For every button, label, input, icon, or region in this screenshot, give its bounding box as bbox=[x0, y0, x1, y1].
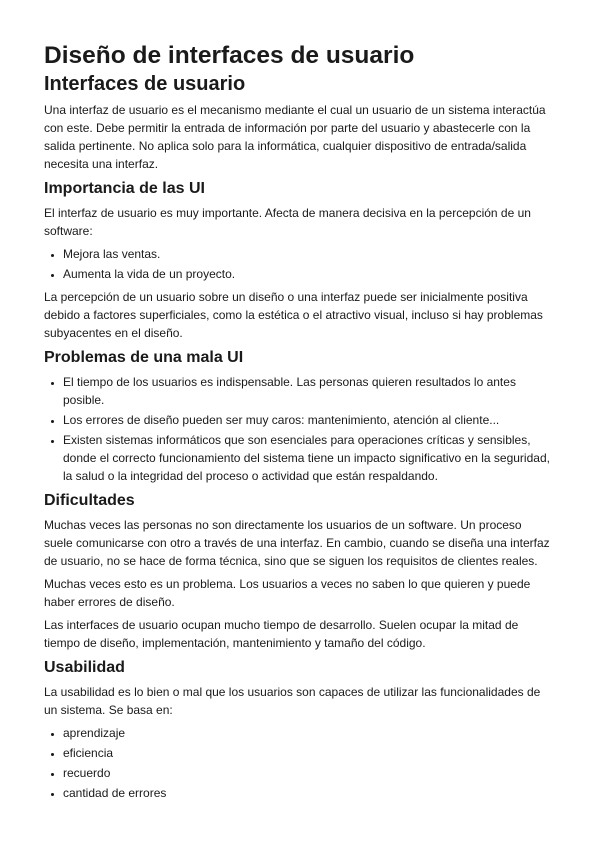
usabilidad-paragraph-1: La usabilidad es lo bien o mal que los usuarios son capaces de utilizar las funcionalidades de un sistema. Se basa en: bbox=[44, 685, 541, 717]
section-heading-interfaces: Interfaces de usuario bbox=[44, 73, 246, 95]
document-title: Diseño de interfaces de usuario bbox=[44, 42, 415, 69]
section-importancia bbox=[44, 178, 550, 342]
section-problemas bbox=[44, 347, 550, 485]
section-heading-problemas: Problemas de una mala UI bbox=[44, 349, 244, 366]
section-heading-usabilidad: Usabilidad bbox=[44, 659, 125, 676]
list-item: • recuerdo bbox=[63, 764, 550, 782]
list-item: • Aumenta la vida de un proyecto. bbox=[63, 265, 550, 283]
section-usabilidad bbox=[44, 657, 550, 802]
importancia-paragraph-2: La percepción de un usuario sobre un diseño o una interfaz puede ser inicialmente positiva debido a factores superficiales, como la estética o el atractivo visual, incluso si hay problemas subyacentes en el diseño. bbox=[44, 290, 543, 340]
importancia-list bbox=[44, 245, 550, 283]
dificultades-paragraph-3: Las interfaces de usuario ocupan mucho tiempo de desarrollo. Suelen ocupar la mitad de tiempo de diseño, implementación, mantenimiento y tamaño del código. bbox=[44, 618, 519, 650]
section-dificultades bbox=[44, 490, 550, 652]
section-heading-importancia: Importancia de las UI bbox=[44, 180, 205, 197]
problemas-list bbox=[44, 373, 550, 485]
list-item: • cantidad de errores bbox=[63, 784, 550, 802]
list-item: • Mejora las ventas. bbox=[63, 245, 550, 263]
dificultades-paragraph-1: Muchas veces las personas no son directamente los usuarios de un software. Un proceso suele comunicarse con otro a través de una interfaz. En cambio, cuando se diseña una interfaz de usuario, no se hace de forma técnica, sino que se siguen los requisitos de clientes reales. bbox=[44, 518, 550, 568]
usabilidad-list bbox=[44, 724, 550, 802]
list-item: • El tiempo de los usuarios es indispensable. Las personas quieren resultados lo antes posible. bbox=[63, 373, 550, 409]
list-item: • eficiencia bbox=[63, 744, 550, 762]
intro-paragraph: Una interfaz de usuario es el mecanismo mediante el cual un usuario de un sistema interactúa con este. Debe permitir la entrada de información por parte del usuario y abastecerle con la salida pertinente. No aplica solo para la informática, cualquier dispositivo de entrada/salida necesita una interfaz. bbox=[44, 103, 546, 171]
section-heading-dificultades: Dificultades bbox=[44, 492, 135, 509]
list-item: • Existen sistemas informáticos que son esenciales para operaciones críticas y sensibles, donde el correcto funcionamiento del sistema tiene un impacto significativo en la seguridad, la salud o la integridad del proceso o actividad que están respaldando. bbox=[63, 431, 550, 485]
list-item: • Los errores de diseño pueden ser muy caros: mantenimiento, atención al cliente... bbox=[63, 411, 550, 429]
importancia-paragraph-1: El interfaz de usuario es muy importante. Afecta de manera decisiva en la percepción de un software: bbox=[44, 206, 531, 238]
list-item: • aprendizaje bbox=[63, 724, 550, 742]
dificultades-paragraph-2: Muchas veces esto es un problema. Los usuarios a veces no saben lo que quieren y puede haber errores de diseño. bbox=[44, 577, 531, 609]
